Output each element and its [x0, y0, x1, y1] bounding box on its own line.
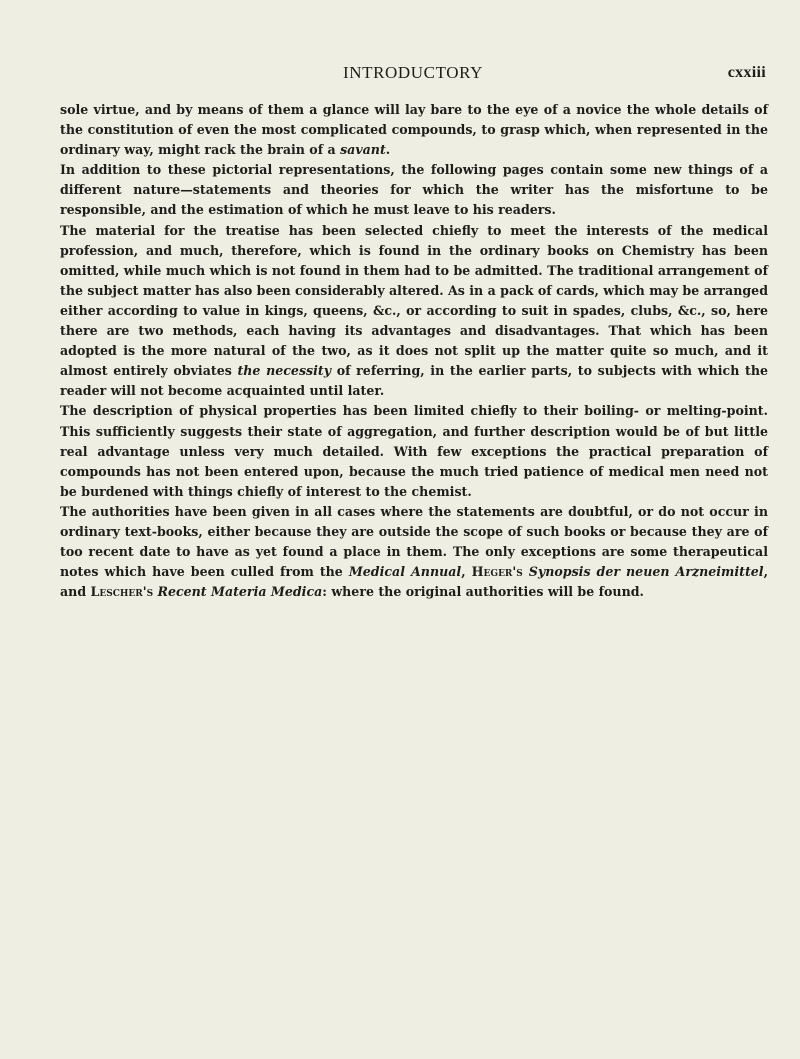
text-run: In addition to these pictorial representations, the following pages contain some new things of a different nature—statements and theories for which the writer has the misfortune to be responsible, and the estimation of which he must leave to his readers. [60, 162, 768, 218]
paragraph [60, 401, 768, 501]
text-run: , and [60, 564, 768, 600]
italic-text: Recent Materia Medica [157, 584, 323, 600]
text-run: sole virtue, and by means of them a glance will lay bare to the eye of a novice the whole details of the constitution of even the most complicated compounds, to grasp which, when represented in the ordinary way, might rack the brain of a [60, 102, 768, 158]
text-run: of referring, in the earlier parts, to subjects with which the reader will not become acquainted until later. [60, 363, 768, 399]
running-head [60, 63, 766, 85]
body-text [60, 100, 768, 602]
text-run: The material for the treatise has been selected chiefly to meet the interests of the medical profession, and much, therefore, which is found in the ordinary books on Chemistry has been omitted, while much which is not found in them had to be admitted. The traditional arrangement of the subject matter has also been considerably altered. As in a pack of cards, which may be arranged either according to value in kings, queens, &c., or according to suit in spades, clubs, &c., so, here there are two methods, each having its advantages and disadvantages. That which has been adopted is the more natural of the two, as it does not split up the matter quite so much, and it almost entirely obviates [60, 222, 768, 379]
italic-text: Synopsis der neuen Arzneimittel [528, 564, 764, 580]
page-number: cxxiii [727, 64, 766, 81]
author-name: Lescher's [90, 584, 154, 600]
italic-text: Medical Annual [348, 564, 462, 580]
text-run: : where the original authorities will be found. [322, 584, 644, 600]
italic-text: savant [340, 142, 386, 158]
paragraph [60, 502, 768, 602]
text-run: The description of physical properties has been limited chiefly to their boiling- or melting-point. This sufficiently suggests their state of aggregation, and further description would be of but little real advantage unless very much detailed. With few exceptions the practical preparation of compounds has not been entered upon, because the much tried patience of medical men need not be burdened with things chiefly of interest to the chemist. [60, 403, 768, 499]
paragraph [60, 100, 768, 160]
author-name: Heger's [471, 564, 523, 580]
text-run: The authorities have been given in all cases where the statements are doubtful, or do not occur in ordinary text-books, either because they are outside the scope of such books or because they are of too recent date to have as yet found a place in them. The only exceptions are some therapeutical notes which have been culled from the [60, 503, 768, 580]
text-run: , [461, 564, 472, 580]
paragraph [60, 221, 768, 402]
italic-text: the necessity [237, 363, 332, 379]
text-run: . [385, 142, 391, 158]
paragraph [60, 160, 768, 220]
running-title: INTRODUCTORY [342, 63, 484, 82]
